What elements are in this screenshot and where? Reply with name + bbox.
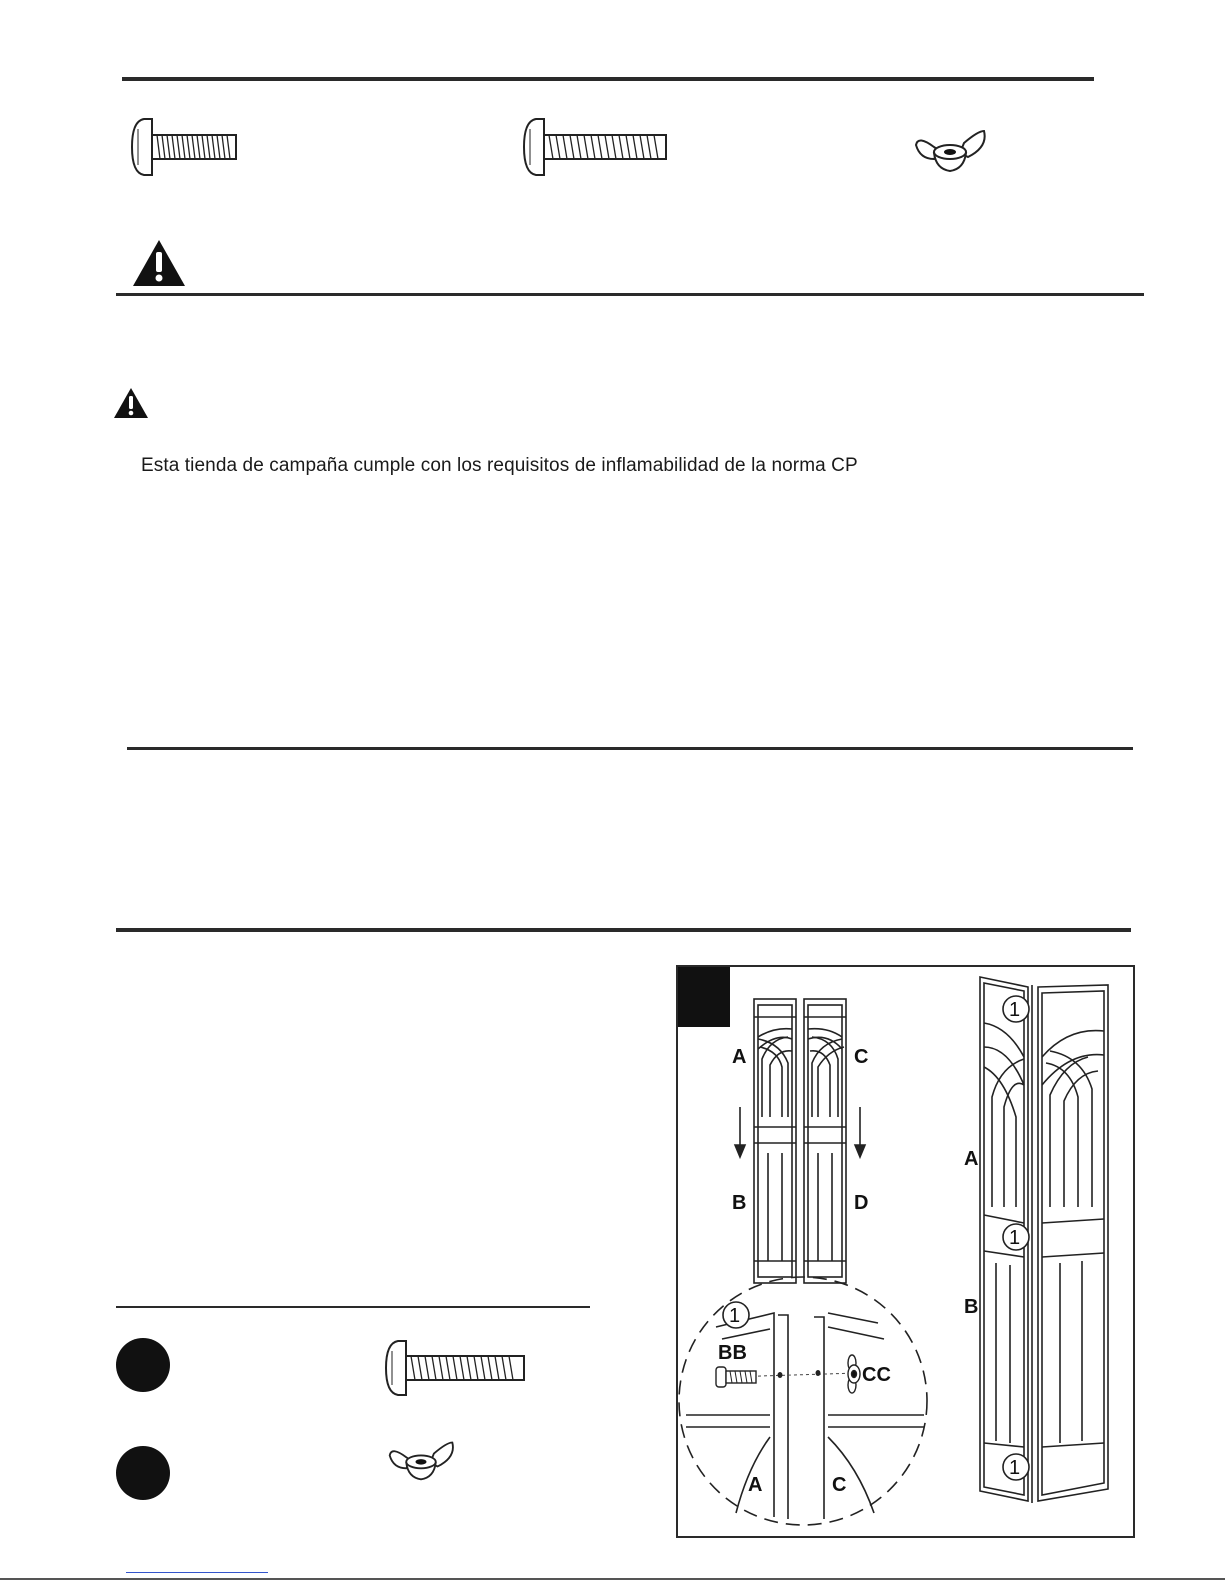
step-bullet [116, 1338, 170, 1392]
callout-number: 1 [1009, 1227, 1021, 1249]
step-number-block [678, 967, 730, 1027]
assembly-diagram-drawing [678, 967, 1133, 1536]
detail-label: CC [862, 1364, 891, 1386]
hardware-list-divider [116, 1306, 590, 1308]
footer-divider [0, 1578, 1225, 1580]
part-label: D [854, 1192, 869, 1214]
part-label: B [964, 1296, 979, 1318]
callout-number: 1 [1009, 1457, 1021, 1479]
bolt-long-icon [384, 1338, 530, 1398]
bolt-short-icon [130, 115, 240, 179]
flammability-note: Esta tienda de campaña cumple con los requisitos de inflamabilidad de la norma CP [141, 455, 858, 476]
bolt-icon [716, 1367, 756, 1387]
folded-screen [980, 977, 1108, 1503]
callout-number: 1 [729, 1305, 741, 1327]
part-label: C [854, 1046, 869, 1068]
warning-divider [116, 293, 1144, 296]
warning-triangle-icon [113, 387, 149, 419]
part-label: A [732, 1046, 747, 1068]
detail-label: BB [718, 1342, 747, 1364]
detail-label: A [748, 1474, 763, 1496]
detail-label: C [832, 1474, 847, 1496]
top-divider [122, 77, 1094, 81]
detail-view [679, 1277, 927, 1525]
panel-left [754, 999, 796, 1283]
bolt-long-icon [522, 115, 672, 179]
step-bullet [116, 1446, 170, 1500]
warning-triangle-icon [131, 238, 187, 288]
panel-right [804, 999, 846, 1283]
footer-link-underline [126, 1572, 268, 1573]
wing-nut-icon [912, 125, 988, 175]
callout-number: 1 [1009, 999, 1021, 1021]
assembly-diagram [676, 965, 1135, 1538]
part-label: A [964, 1148, 979, 1170]
wing-nut-icon [386, 1436, 456, 1484]
section-divider [116, 928, 1131, 932]
section-divider [127, 747, 1133, 750]
part-label: B [732, 1192, 747, 1214]
wing-nut-icon [848, 1355, 860, 1393]
